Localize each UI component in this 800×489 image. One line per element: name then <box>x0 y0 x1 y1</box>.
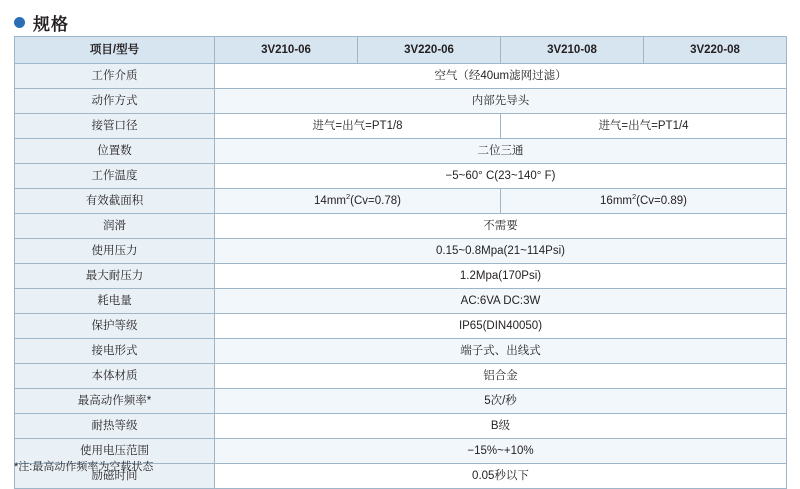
row-label: 本体材质 <box>15 364 215 389</box>
table-row <box>15 89 787 114</box>
table-header-model-2: 3V220-06 <box>358 37 501 64</box>
row-label: 润滑 <box>15 214 215 239</box>
row-label: 耗电量 <box>15 289 215 314</box>
table-row <box>15 114 787 139</box>
row-label: 最大耐压力 <box>15 264 215 289</box>
table-row <box>15 189 787 214</box>
row-value: $16mm^2(Cv=0.89)$ <box>501 189 787 214</box>
row-label: 有效截面积 <box>15 189 215 214</box>
bullet-icon <box>14 17 25 28</box>
table-row <box>15 139 787 164</box>
row-value: 端子式、出线式 <box>215 339 787 364</box>
table-row <box>15 239 787 264</box>
row-value: 空气（经40um滤网过滤） <box>215 64 787 89</box>
table-row <box>15 264 787 289</box>
row-label: 使用压力 <box>15 239 215 264</box>
row-label: 励磁时间 <box>15 464 215 489</box>
table-row <box>15 289 787 314</box>
row-value: 5次/秒 <box>215 389 787 414</box>
row-value: 0.05秒以下 <box>215 464 787 489</box>
row-value: 1.2Mpa(170Psi) <box>215 264 787 289</box>
row-label: 动作方式 <box>15 89 215 114</box>
table-header-model-4: 3V220-08 <box>644 37 787 64</box>
page-title-label: 规格 <box>33 15 69 34</box>
table-row <box>15 389 787 414</box>
table-row <box>15 414 787 439</box>
page-title <box>14 10 69 35</box>
table-header-model-1: 3V210-06 <box>215 37 358 64</box>
table-row <box>15 364 787 389</box>
table-header-model-3: 3V210-08 <box>501 37 644 64</box>
row-value: −5~60° C(23~140° F) <box>215 164 787 189</box>
footnote: *注:最高动作频率为空载状态 <box>14 461 154 473</box>
row-label: 工作介质 <box>15 64 215 89</box>
row-value: 内部先导头 <box>215 89 787 114</box>
row-value: B级 <box>215 414 787 439</box>
row-value: 二位三通 <box>215 139 787 164</box>
row-label: 耐热等级 <box>15 414 215 439</box>
row-label: 使用电压范围 <box>15 439 215 464</box>
table-row <box>15 314 787 339</box>
table-row <box>15 339 787 364</box>
table-row <box>15 164 787 189</box>
row-value: 不需要 <box>215 214 787 239</box>
row-label: 位置数 <box>15 139 215 164</box>
table-header-row <box>15 37 787 64</box>
row-label: 最高动作频率* <box>15 389 215 414</box>
table-body <box>15 37 787 489</box>
table-row <box>15 214 787 239</box>
row-value: AC:6VA DC:3W <box>215 289 787 314</box>
row-value: 进气=出气=PT1/8 <box>215 114 501 139</box>
row-value: 进气=出气=PT1/4 <box>501 114 787 139</box>
row-value: IP65(DIN40050) <box>215 314 787 339</box>
row-value: 0.15~0.8Mpa(21~114Psi) <box>215 239 787 264</box>
row-value: $14mm^2(Cv=0.78)$ <box>215 189 501 214</box>
row-value: 铝合金 <box>215 364 787 389</box>
row-value: −15%~+10% <box>215 439 787 464</box>
row-label: 工作温度 <box>15 164 215 189</box>
table-header-row-label: 项目/型号 <box>15 37 215 64</box>
specifications-table <box>14 36 787 489</box>
table-row <box>15 64 787 89</box>
row-label: 保护等级 <box>15 314 215 339</box>
row-label: 接管口径 <box>15 114 215 139</box>
row-label: 接电形式 <box>15 339 215 364</box>
